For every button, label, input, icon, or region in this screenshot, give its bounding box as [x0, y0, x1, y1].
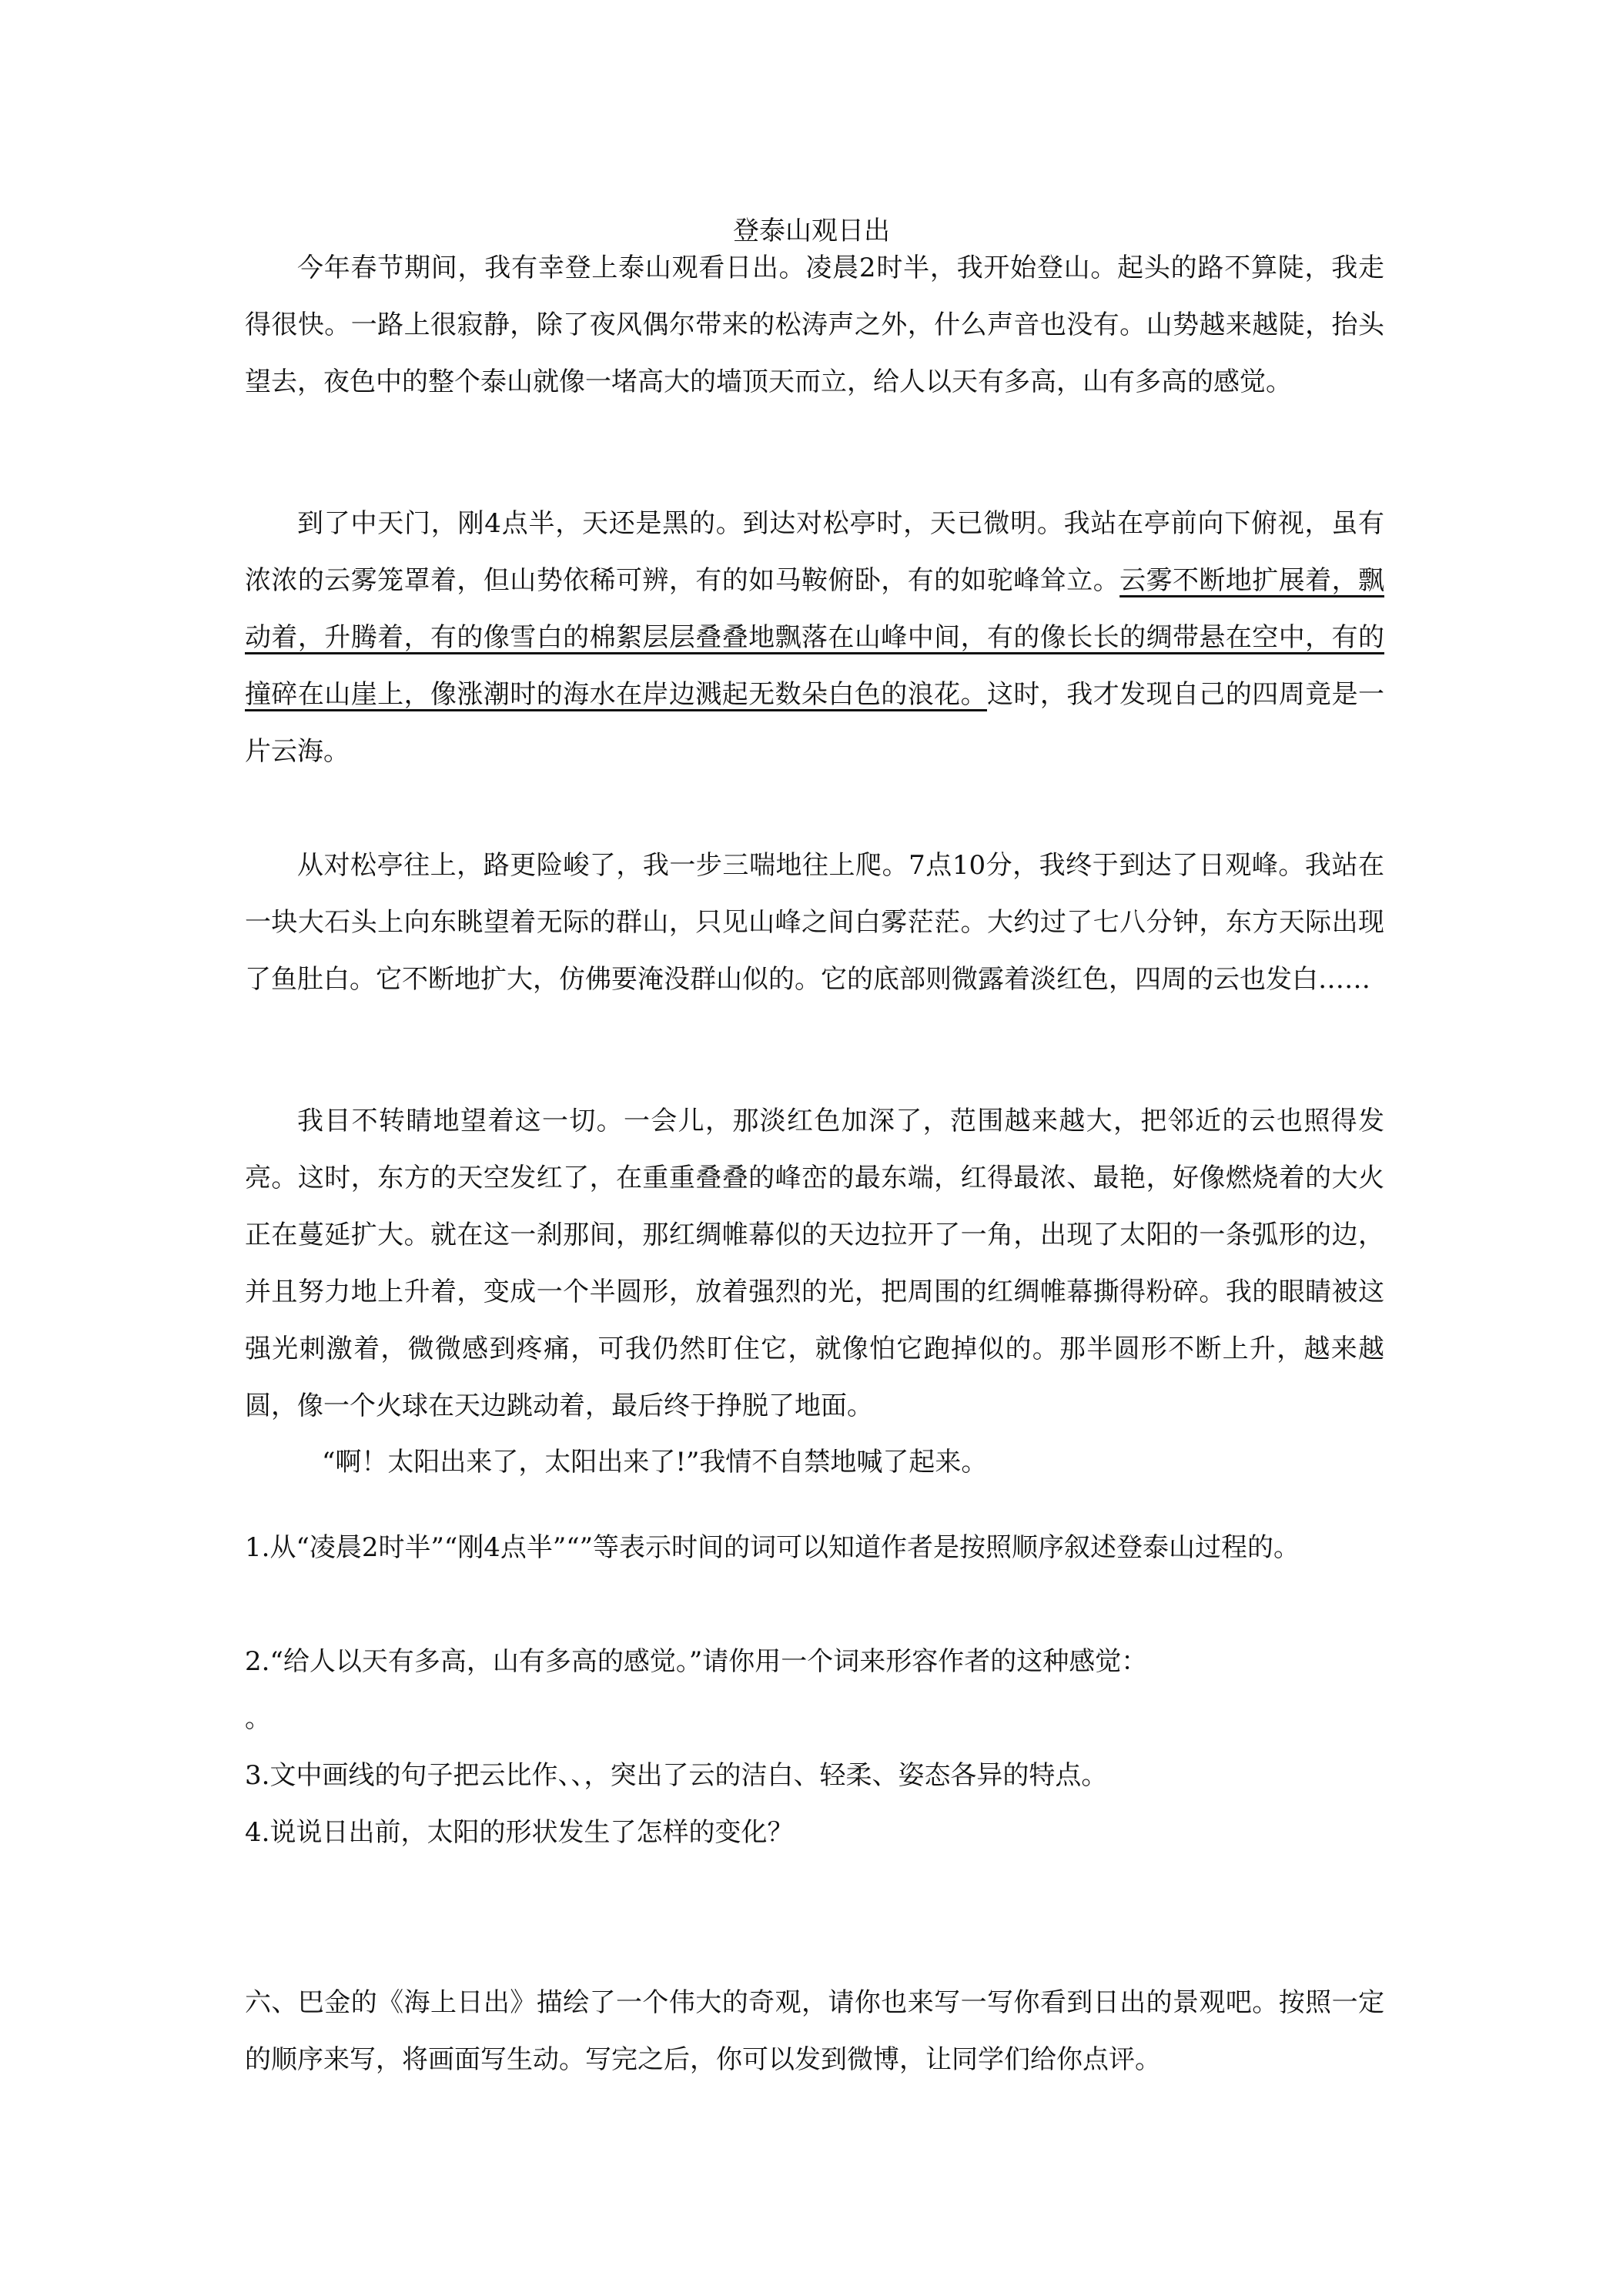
- underlined-sentence: 云雾不断地扩展着，飘动着，升腾着，有的像雪白的棉絮层层叠叠地飘落在山峰中间，有的像长长的绸带悬在空中，有的撞碎在山崖上，像涨潮时的海水在岸边溅起无数朵白色的浪花。: [245, 565, 1384, 710]
- section-6: 六、巴金的《海上日出》描绘了一个伟大的奇观，请你也来写一写你看到日出的景观吧。按照一定的顺序来写，将画面写生动。写完之后，你可以发到微博，让同学们给你点评。: [245, 1987, 1384, 2075]
- question-3: 3.文中画线的句子把云比作、、，突出了云的洁白、轻柔、姿态各异的特点。: [245, 1760, 1108, 1791]
- paragraph-3: 从对松亭往上，路更险峻了，我一步三喘地往上爬。7点10分，我终于到达了日观峰。我站在一块大石头上向东眺望着无际的群山，只见山峰之间白雾茫茫。大约过了七八分钟，东方天际出现了鱼肚白。它不断地扩大，仿佛要淹没群山似的。它的底部则微露着淡红色，四周的云也发白……: [245, 850, 1384, 995]
- paragraph-2-text-a: 到了中天门，刚4点半，天还是黑的。到达对松亭时，天已微明。我站在亭前向下俯视，虽有浓浓的云雾笼罩着，但山势依稀可辨，有的如马鞍俯卧，有的如驼峰耸立。: [245, 508, 1384, 596]
- paragraph-5: “啊！太阳出来了，太阳出来了!”我情不自禁地喊了起来。: [322, 1447, 988, 1478]
- paragraph-2-text-b: 这时，我才发现自己的四周竟是一片云海。: [245, 679, 1384, 767]
- question-2: 2.“给人以天有多高，山有多高的感觉。”请你用一个词来形容作者的这种感觉：: [245, 1646, 1148, 1677]
- paragraph-4: 我目不转睛地望着这一切。一会儿，那淡红色加深了，范围越来越大，把邻近的云也照得发亮。这时，东方的天空发红了，在重重叠叠的峰峦的最东端，红得最浓、最艳，好像燃烧着的大火正在蔓延扩大。就在这一刹那间，那红绸帷幕似的天边拉开了一角，出现了太阳的一条弧形的边，并且努力地上升着，变成一个半圆形，放着强烈的光，把周围的红绸帷幕撕得粉碎。我的眼睛被这强光刺激着，微微感到疼痛，可我仍然盯住它，就像怕它跑掉似的。那半圆形不断上升，越来越圆，像一个火球在天边跳动着，最后终于挣脱了地面。: [245, 1106, 1384, 1421]
- question-4: 4.说说日出前，太阳的形状发生了怎样的变化？: [245, 1817, 794, 1848]
- paragraph-2: [245, 495, 1384, 780]
- paragraph-1: 今年春节期间，我有幸登上泰山观看日出。凌晨2时半，我开始登山。起头的路不算陡，我走得很快。一路上很寂静，除了夜风偶尔带来的松涛声之外，什么声音也没有。山势越来越陡，抬头望去，夜色中的整个泰山就像一堵高大的墙顶天而立，给人以天有多高，山有多高的感觉。: [245, 253, 1384, 397]
- question-2-blank: 。: [245, 1703, 271, 1734]
- question-1: 1.从“凌晨2时半”“刚4点半”“”等表示时间的词可以知道作者是按照顺序叙述登泰山过程的。: [245, 1532, 1300, 1563]
- page-title: 登泰山观日出: [733, 216, 890, 246]
